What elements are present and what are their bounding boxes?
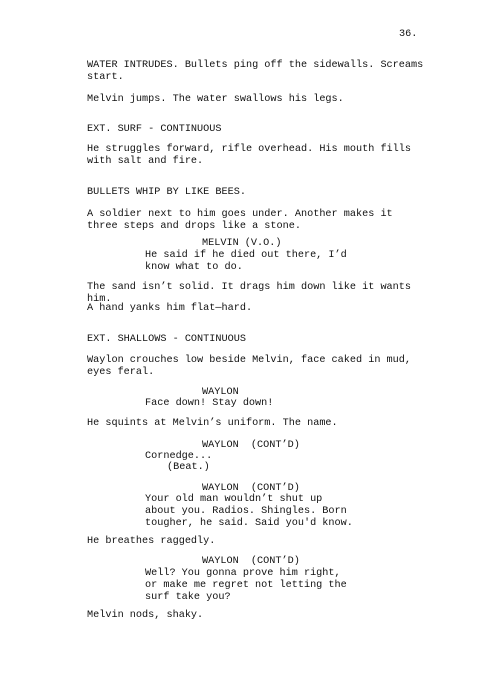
- action-line: He squints at Melvin’s uniform. The name.: [87, 418, 338, 429]
- action-line: Waylon crouches low beside Melvin, face caked in mud, eyes feral.: [87, 355, 412, 378]
- character-cue: WAYLON (CONT’D): [202, 556, 300, 567]
- character-cue: WAYLON (CONT’D): [202, 440, 300, 451]
- action-line: BULLETS WHIP BY LIKE BEES.: [87, 187, 246, 198]
- dialogue: Your old man wouldn’t shut up about you. Radios. Shingles. Born tougher, he said. Said you'd know.: [145, 494, 353, 529]
- scene-heading: EXT. SURF - CONTINUOUS: [87, 124, 222, 135]
- action-line: Melvin nods, shaky.: [87, 610, 204, 621]
- action-line: He breathes raggedly.: [87, 536, 216, 547]
- dialogue: He said if he died out there, I’d know what to do.: [145, 250, 347, 273]
- action-line: WATER INTRUDES. Bullets ping off the sidewalls. Screams start.: [87, 60, 424, 83]
- character-cue: MELVIN (V.O.): [202, 238, 282, 249]
- character-cue: WAYLON (CONT’D): [202, 483, 300, 494]
- dialogue: Face down! Stay down!: [145, 398, 274, 409]
- parenthetical: (Beat.): [167, 462, 210, 473]
- dialogue: Well? You gonna prove him right, or make me regret not letting the surf take you?: [145, 568, 347, 603]
- action-line: A soldier next to him goes under. Another makes it three steps and drops like a stone.: [87, 209, 393, 232]
- action-line: He struggles forward, rifle overhead. His mouth fills with salt and fire.: [87, 144, 412, 167]
- dialogue: Cornedge...: [145, 451, 213, 462]
- character-cue: WAYLON: [202, 387, 239, 398]
- action-line: A hand yanks him flat—hard.: [87, 303, 253, 314]
- scene-heading: EXT. SHALLOWS - CONTINUOUS: [87, 334, 246, 345]
- action-line: The sand isn’t solid. It drags him down like it wants him.: [87, 282, 412, 305]
- action-line: Melvin jumps. The water swallows his legs.: [87, 94, 344, 105]
- page-number: 36.: [399, 29, 418, 40]
